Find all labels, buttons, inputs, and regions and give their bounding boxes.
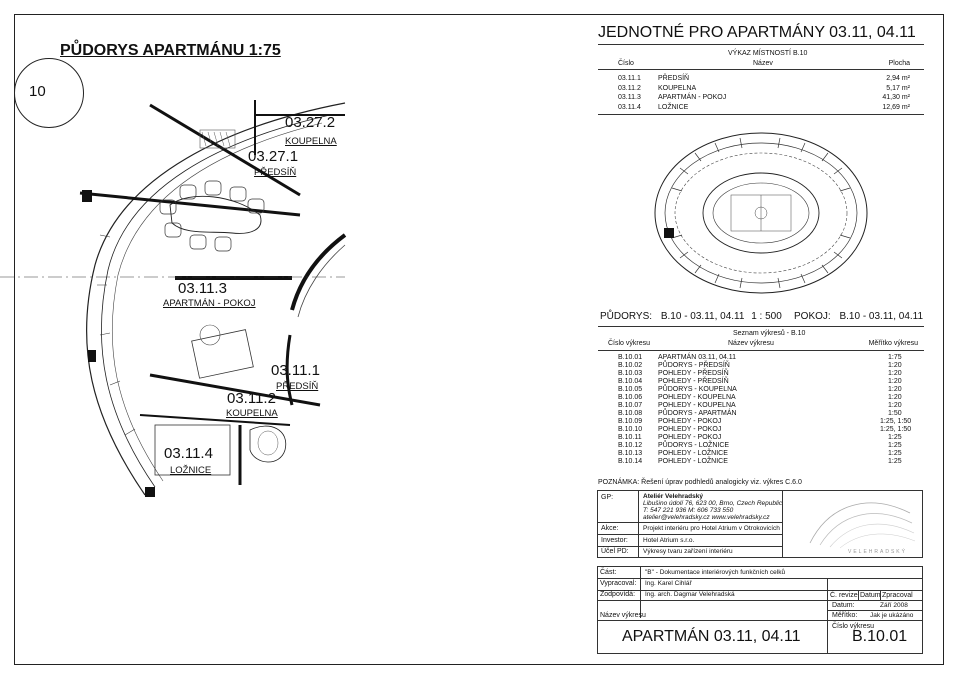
drawing-number-label: Číslo výkresu (832, 623, 875, 630)
akce-value: Projekt interiéru pro Hotel Atrium v Otrokovicích (643, 525, 780, 532)
datum-value: Září 2008 (880, 602, 908, 609)
table-row: B.10.11 POHLEDY - POKOJ 1:25 (618, 434, 902, 441)
gp-phone: T: 547 221 936 M: 606 733 550 (643, 507, 734, 514)
room-label-03-11-3-number: 03.11.3 (178, 280, 227, 297)
table-row: B.10.04 POHLEDY - PŘEDSÍŇ 1:20 (618, 378, 902, 385)
table-row: B.10.02 PŮDORYS - PŘEDSÍŇ 1:20 (618, 362, 902, 369)
room-label-03-27-1-name: PŘEDSÍŇ (254, 167, 297, 178)
revision-date-label: Datum (860, 592, 881, 599)
drawings-table-header: Číslo výkresu Název výkresu Měřítko výkresu (608, 340, 918, 347)
gp-address: Libušino údolí 76, 623 00, Brno, Czech Republic (643, 500, 783, 507)
ucel-label: Účel PD: (601, 548, 629, 555)
room-label-03-27-2-number: 03.27.2 (285, 114, 336, 131)
table-row: B.10.03 POHLEDY - PŘEDSÍŇ 1:20 (618, 370, 902, 377)
meritko-label: Měřítko: (832, 612, 858, 619)
rooms-table-header: Číslo Název Plocha (618, 60, 910, 67)
table-row: 03.11.1 PŘEDSÍŇ 2,94 m² (618, 75, 910, 82)
references-pokoj: POKOJ: B.10 - 03.11, 04.11 (794, 311, 924, 322)
meritko-value: Jak je ukázáno (870, 612, 914, 619)
room-label-03-27-1-number: 03.27.1 (248, 148, 299, 165)
table-row: B.10.13 POHLEDY - LOŽNICE 1:25 (618, 450, 902, 457)
table-row: B.10.08 PŮDORYS - APARTMÁN 1:50 (618, 410, 902, 417)
table-row: B.10.01 APARTMÁN 03.11, 04.11 1:75 (618, 354, 902, 361)
drawing-number: B.10.01 (852, 628, 908, 645)
rooms-table (598, 74, 924, 112)
room-label-03-11-2-number: 03.11.2 (227, 390, 276, 407)
drawing-name-label: Název výkresu (600, 612, 646, 619)
table-row: B.10.14 POHLEDY - LOŽNICE 1:25 (618, 458, 902, 465)
table-row: 03.11.2 KOUPELNA 5,17 m² (618, 84, 910, 92)
revision-author-label: Zpracoval (882, 592, 913, 599)
logo-text: VELEHRADSKÝ (848, 549, 907, 555)
rooms-table-caption: VÝKAZ MÍSTNOSTÍ B.10 (728, 50, 808, 57)
datum-label: Datum: (832, 602, 855, 609)
sheet-number: 10 (29, 83, 46, 100)
akce-label: Akce: (601, 525, 619, 532)
room-label-03-11-4-number: 03.11.4 (164, 445, 213, 462)
room-label-03-11-3-name: APARTMÁN - POKOJ (163, 298, 256, 309)
cast-label: Část: (600, 569, 617, 576)
table-row: 03.11.4 LOŽNICE 12,69 m² (618, 103, 910, 111)
room-label-03-11-2-name: KOUPELNA (226, 408, 278, 419)
plan-title: PŮDORYS APARTMÁNU 1:75 (60, 42, 281, 59)
drawings-table-caption: Seznam výkresů - B.10 (733, 330, 806, 337)
table-row: B.10.05 PŮDORYS - KOUPELNA 1:20 (618, 386, 902, 393)
table-row: B.10.10 POHLEDY - POKOJ 1:25, 1:50 (618, 426, 912, 433)
room-label-03-27-2-name: KOUPELNA (285, 136, 337, 147)
gp-name: Ateliér Velehradský (643, 493, 703, 500)
table-row: B.10.07 POHLEDY - KOUPELNA 1:20 (618, 402, 902, 409)
room-label-03-11-1-name: PŘEDSÍŇ (276, 381, 319, 392)
table-row: B.10.06 POHLEDY - KOUPELNA 1:20 (618, 394, 902, 401)
table-row: 03.11.3 APARTMÁN - POKOJ 41,30 m² (618, 94, 910, 102)
site-plan-drawing (650, 128, 872, 298)
rooms-title: JEDNOTNÉ PRO APARTMÁNY 03.11, 04.11 (598, 24, 916, 41)
zodpovida-value: Ing. arch. Dagmar Velehradská (645, 591, 735, 598)
cast-value: "B" - Dokumentace interiérových funkčních celků (645, 569, 786, 576)
table-row: B.10.12 PŮDORYS - LOŽNICE 1:25 (618, 442, 902, 449)
room-label-03-11-4-name: LOŽNICE (170, 465, 212, 476)
company-logo (800, 493, 920, 555)
references-line: PŮDORYS: B.10 - 03.11, 04.11 1 : 500 (600, 311, 782, 322)
revision-label: Č. revize (830, 592, 858, 599)
gp-label: GP: (601, 494, 614, 501)
zodpovida-label: Zodpovídá: (600, 591, 636, 598)
table-row: B.10.09 POHLEDY - POKOJ 1:25, 1:50 (618, 418, 912, 425)
vypracoval-label: Vypracoval: (600, 580, 637, 587)
drawings-note: POZNÁMKA: Řešení úprav podhledů analogicky viz. výkres C.6.0 (598, 479, 802, 486)
gp-email: atelier@velehradsky.cz www.velehradsky.cz (643, 514, 770, 521)
drawings-table (598, 354, 924, 466)
drawing-title: APARTMÁN 03.11, 04.11 (622, 628, 801, 645)
vypracoval-value: Ing. Karel Cihlář (645, 580, 692, 587)
room-label-03-11-1-number: 03.11.1 (271, 362, 320, 379)
ucel-value: Výkresy tvaru zařízení interiéru (643, 548, 733, 555)
investor-value: Hotel Atrium s.r.o. (643, 537, 695, 544)
investor-label: Investor: (601, 537, 628, 544)
